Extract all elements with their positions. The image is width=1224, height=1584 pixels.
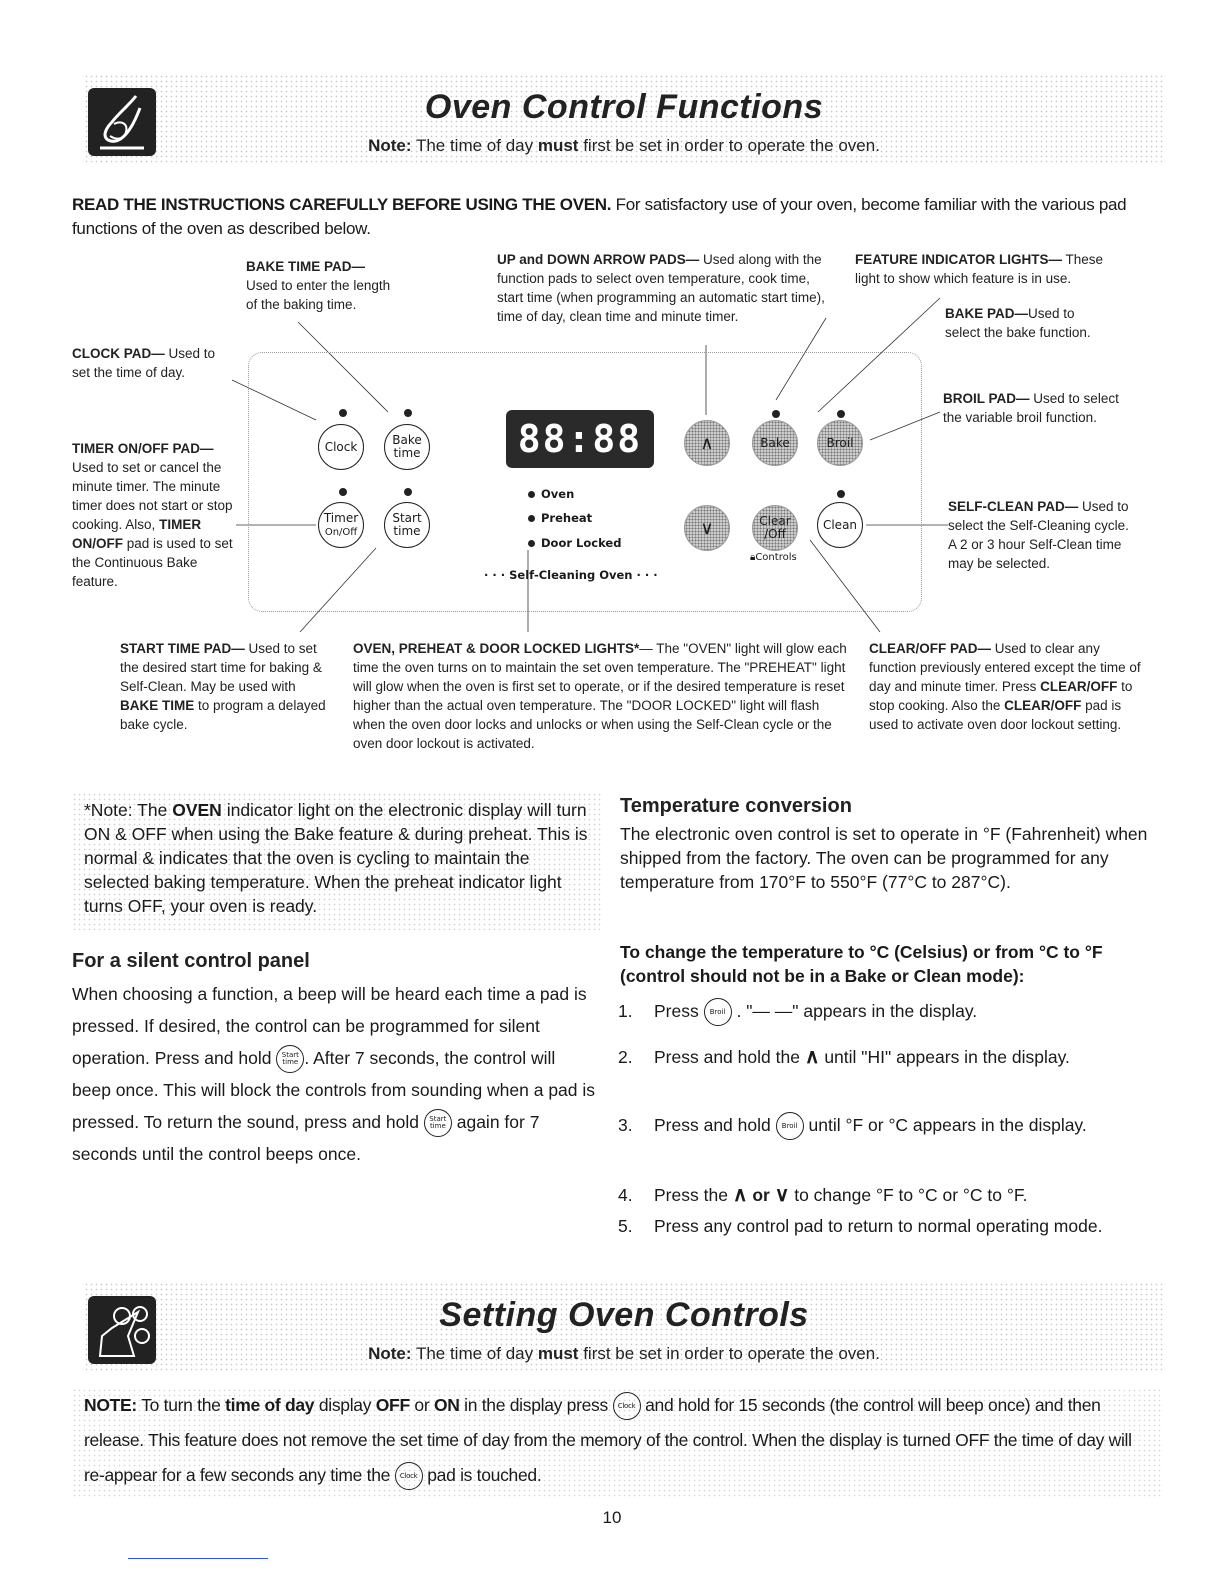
brand-line: · · · Self-Cleaning Oven · · · (484, 568, 658, 582)
broil-pad-icon: Broil (704, 998, 732, 1026)
callout-start-time-pad: START TIME PAD— Used to set the desired start time for baking & Self-Clean. May be used with BAKE TIME to program a delayed bake cycle. (120, 641, 326, 732)
banner-note: Note: The time of day must first be set in order to operate the oven. (368, 136, 880, 155)
bake-pad[interactable]: Bake (752, 420, 798, 466)
callout-bake-pad: BAKE PAD—Used to select the bake function. (945, 306, 1091, 340)
led-clock (339, 409, 347, 417)
self-clean-pad[interactable]: Clean (817, 502, 863, 548)
temperature-conversion-body: The electronic oven control is set to operate in °F (Fahrenheit) when shipped from the factory. The oven can be programmed for any temperature from 170°F to 550°F (77°C to 287°C). (620, 824, 1148, 892)
callout-self-clean-pad: SELF-CLEAN PAD— Used to select the Self-Cleaning cycle. A 2 or 3 hour Self-Clean time may be selected. (948, 499, 1129, 571)
start-time-pad-icon: Start time (424, 1109, 452, 1137)
clear-off-pad[interactable]: Clear /Off (752, 505, 798, 551)
up-arrow-pad[interactable] (684, 420, 730, 466)
callout-bake-time-pad: BAKE TIME PAD— Used to enter the length of the baking time. (246, 259, 391, 312)
bake-time-pad[interactable]: Bake time (384, 424, 430, 470)
controls-lock-label: 🔒︎Controls (750, 552, 797, 563)
up-arrow-icon: ∧ (732, 1184, 748, 1206)
up-arrow-icon: ∧ (804, 1046, 820, 1068)
callout-timer-pad: TIMER ON/OFF PAD— Used to set or cancel the minute timer. The minute timer does not start or stop cooking. Also, TIMER ON/OFF pad is used to set the Continuous Bake feature. (72, 441, 233, 589)
down-arrow-pad[interactable] (684, 505, 730, 551)
section-title: Setting Oven Controls (439, 1296, 809, 1334)
clock-pad-icon: Clock (613, 1392, 641, 1420)
indicator-door-locked: Door Locked (528, 536, 621, 550)
chevron-down-icon: ∨ (700, 517, 714, 539)
down-arrow-icon: ∨ (774, 1184, 790, 1206)
banner-note: Note: The time of day must first be set in order to operate the oven. (368, 1344, 880, 1363)
page-number: 10 (602, 1508, 622, 1527)
indicator-oven: Oven (528, 487, 574, 501)
led-bake (772, 410, 780, 418)
step-5: 5. Press any control pad to return to normal operating mode. (618, 1216, 1103, 1236)
broil-pad[interactable]: Broil (817, 420, 863, 466)
temperature-conversion-heading: Temperature conversion (620, 795, 852, 817)
callout-feature-indicator-lights: FEATURE INDICATOR LIGHTS— These light to show which feature is in use. (855, 252, 1104, 286)
clock-pad[interactable]: Clock (318, 424, 364, 470)
led-bake-time (404, 409, 412, 417)
clock-pad-icon: Clock (395, 1462, 423, 1490)
step-1: 1. Press Broil . "— —" appears in the display. (618, 996, 1148, 1027)
step-2: 2. Press and hold the ∧ until "HI" appears in the display. (618, 1046, 1070, 1068)
time-of-day-display-note: NOTE: To turn the time of day display OFF or ON in the display press Clock and hold for 15 seconds (the control will beep once) and then release. This feature does not remove the set time of day from the memory of the control. When the display is turned OFF the time of day will re-appear for a few seconds any time the Clock pad is touched. (72, 1388, 1162, 1498)
silent-panel-heading: For a silent control panel (72, 950, 310, 972)
silent-panel-body: When choosing a function, a beep will be heard each time a pad is pressed. If desired, the control can be programmed for silent operation. Press and hold Start time . After 7 seconds, the control will beep once. This will block the controls from sounding when a pad is pressed. To return the sound, press and hold Start time again for 7 seconds until the control beeps once. (72, 984, 596, 1164)
timer-on-off-pad[interactable]: Timer On/Off (318, 502, 364, 548)
led-clean (837, 490, 845, 498)
led-start-time (404, 488, 412, 496)
intro-paragraph: READ THE INSTRUCTIONS CAREFULLY BEFORE USING THE OVEN. For satisfactory use of your oven, become familiar with the various pad functions of the oven as described below. (72, 195, 1127, 238)
led-broil (837, 410, 845, 418)
callout-indicator-lights: OVEN, PREHEAT & DOOR LOCKED LIGHTS*— The "OVEN" light will glow each time the oven turns on to maintain the set oven temperature. The "PREHEAT" light will glow when the oven is first set to operate, or if the desired temperature is reset higher than the actual oven temperature. The "DOOR LOCKED" light will flash when the oven door locks and unlocks or when using the Self-Clean cycle or the oven door lockout is activated. (353, 641, 847, 751)
indicator-preheat: Preheat (528, 511, 592, 525)
oven-indicator-note: *Note: The OVEN indicator light on the electronic display will turn ON & OFF when using the Bake feature & during preheat. This is normal & indicates that the oven is cycling to maintain the selected baking temperature. When the preheat indicator light turns OFF, your oven is ready. (72, 792, 602, 930)
page-title: Oven Control Functions (424, 88, 824, 126)
step-3: 3. Press and hold Broil until °F or °C appears in the display. (618, 1110, 1148, 1141)
start-time-pad-icon: Start time (276, 1045, 304, 1073)
step-4: 4. Press the ∧ or ∨ to change °F to °C or °C to °F. (618, 1184, 1028, 1206)
temperature-change-subtitle: To change the temperature to °C (Celsius) or from °C to °F (control should not be in a Bake or Clean mode): (620, 942, 1103, 986)
broil-pad-icon: Broil (776, 1112, 804, 1140)
chevron-up-icon: ∧ (700, 432, 714, 454)
digital-display: 88:88 (506, 410, 654, 468)
lock-icon: 🔒︎ (750, 552, 756, 563)
callout-clear-off-pad: CLEAR/OFF PAD— Used to clear any function previously entered except the time of day and minute timer. Press CLEAR/OFF to stop cooking. Also the CLEAR/OFF pad is used to activate oven door lockout setting. (869, 641, 1141, 732)
callout-arrow-pads: UP and DOWN ARROW PADS— Used along with the function pads to select oven temperature, cook time, start time (when programming an automatic start time), time of day, clean time and minute timer. (497, 252, 825, 324)
footer-divider (128, 1558, 268, 1559)
led-timer (339, 488, 347, 496)
start-time-pad[interactable]: Start time (384, 502, 430, 548)
callout-broil-pad: BROIL PAD— Used to select the variable broil function. (943, 391, 1119, 425)
section-banner-setting-oven-controls (84, 1282, 1164, 1372)
callout-clock-pad: CLOCK PAD— Used to set the time of day. (72, 346, 216, 380)
